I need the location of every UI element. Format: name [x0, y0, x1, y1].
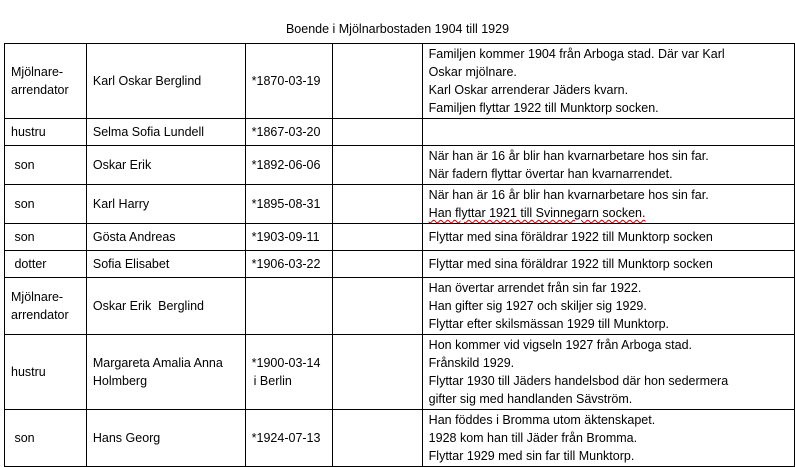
name-cell: Karl Harry [86, 185, 245, 224]
birth-cell [245, 335, 332, 410]
note-line: Han gifter sig 1927 och skiljer sig 1929. [428, 299, 647, 313]
note-line: Karl Oskar arrenderar Jäders kvarn. [428, 83, 629, 97]
table-row [5, 185, 795, 224]
birth-cell: *1903-09-11 [245, 224, 332, 251]
table-row [5, 44, 795, 119]
name-cell: Hans Georg [86, 410, 245, 467]
birth-cell: *1906-03-22 [245, 251, 332, 278]
note-line: gifter sig med handlanden Sävström. [428, 392, 633, 406]
name-cell: Karl Oskar Berglind [86, 44, 245, 119]
role-cell: son [5, 185, 87, 224]
role-line: Mjölnare- [11, 65, 64, 79]
role-cell: son [5, 410, 87, 467]
name-cell: Oskar Erik [86, 146, 245, 185]
name-cell: Selma Sofia Lundell [86, 119, 245, 146]
birth-cell: *1892-06-06 [245, 146, 332, 185]
note-line: Flyttar med sina föräldrar 1922 till Munktorp socken [428, 257, 713, 271]
birth-cell: *1870-03-19 [245, 44, 332, 119]
notes-cell [422, 410, 794, 467]
empty-cell [332, 44, 422, 119]
role-cell: son [5, 146, 87, 185]
page-title: Boende i Mjölnarbostaden 1904 till 1929 [285, 22, 510, 36]
role-cell [5, 278, 87, 335]
table-row [5, 410, 795, 467]
birth-cell: *1895-08-31 [245, 185, 332, 224]
birth-cell: *1867-03-20 [245, 119, 332, 146]
role-cell: hustru [5, 119, 87, 146]
birth-cell: *1924-07-13 [245, 410, 332, 467]
table-row [5, 251, 795, 278]
role-line: arrendator [11, 308, 69, 322]
notes-cell [422, 119, 794, 146]
role-cell: dotter [5, 251, 87, 278]
note-line: Familjen kommer 1904 från Arboga stad. Där var Karl [428, 47, 725, 61]
empty-cell [332, 119, 422, 146]
empty-cell [332, 146, 422, 185]
table-row [5, 335, 795, 410]
note-line: Frånskild 1929. [428, 356, 515, 370]
note-line: Han övertar arrendet från sin far 1922. [428, 281, 642, 295]
name-cell [86, 335, 245, 410]
birth-date: *1900-03-14 [251, 356, 321, 370]
note-line: Flyttar 1929 med sin far till Munktorp. [428, 449, 635, 463]
notes-cell [422, 335, 794, 410]
empty-cell [332, 410, 422, 467]
table-row [5, 119, 795, 146]
empty-cell [332, 185, 422, 224]
note-line: Oskar mjölnare. [428, 65, 517, 79]
role-line: Mjölnare- [11, 290, 64, 304]
name-line: Margareta Amalia Anna [92, 356, 223, 370]
role-cell: son [5, 224, 87, 251]
note-line: Han flyttar 1921 till Svinnegarn socken. [428, 206, 646, 220]
role-cell [5, 44, 87, 119]
name-cell: Gösta Andreas [86, 224, 245, 251]
birth-cell [245, 278, 332, 335]
note-line: Flyttar med sina föräldrar 1922 till Munktorp socken [428, 230, 713, 244]
name-line: Holmberg [92, 374, 148, 388]
empty-cell [332, 278, 422, 335]
role-cell: hustru [5, 335, 87, 410]
note-line: Hon kommer vid vigseln 1927 från Arboga stad. [428, 338, 693, 352]
note-line: Han föddes i Bromma utom äktenskapet. [428, 413, 656, 427]
notes-cell [422, 146, 794, 185]
table-row [5, 278, 795, 335]
notes-cell [422, 251, 794, 278]
note-line: När han är 16 år blir han kvarnarbetare hos sin far. [428, 149, 709, 163]
notes-cell [422, 185, 794, 224]
empty-cell [332, 224, 422, 251]
empty-cell [332, 251, 422, 278]
name-cell: Oskar Erik Berglind [86, 278, 245, 335]
note-line: Flyttar 1930 till Jäders handelsbod där hon sedermera [428, 374, 729, 388]
notes-cell [422, 278, 794, 335]
residents-table [4, 43, 795, 467]
birth-place: i Berlin [253, 374, 292, 388]
role-line: arrendator [11, 83, 69, 97]
empty-cell [332, 335, 422, 410]
note-line: Familjen flyttar 1922 till Munktorp socken. [428, 101, 659, 115]
table-row [5, 224, 795, 251]
note-line: 1928 kom han till Jäder från Bromma. [428, 431, 638, 445]
note-line: När han är 16 år blir han kvarnarbetare hos sin far. [428, 188, 709, 202]
notes-cell [422, 44, 794, 119]
table-row [5, 146, 795, 185]
name-cell: Sofia Elisabet [86, 251, 245, 278]
notes-cell [422, 224, 794, 251]
note-line: När fadern flyttar övertar han kvarnarrendet. [428, 167, 673, 181]
note-line: Flyttar efter skilsmässan 1929 till Munktorp. [428, 317, 670, 331]
